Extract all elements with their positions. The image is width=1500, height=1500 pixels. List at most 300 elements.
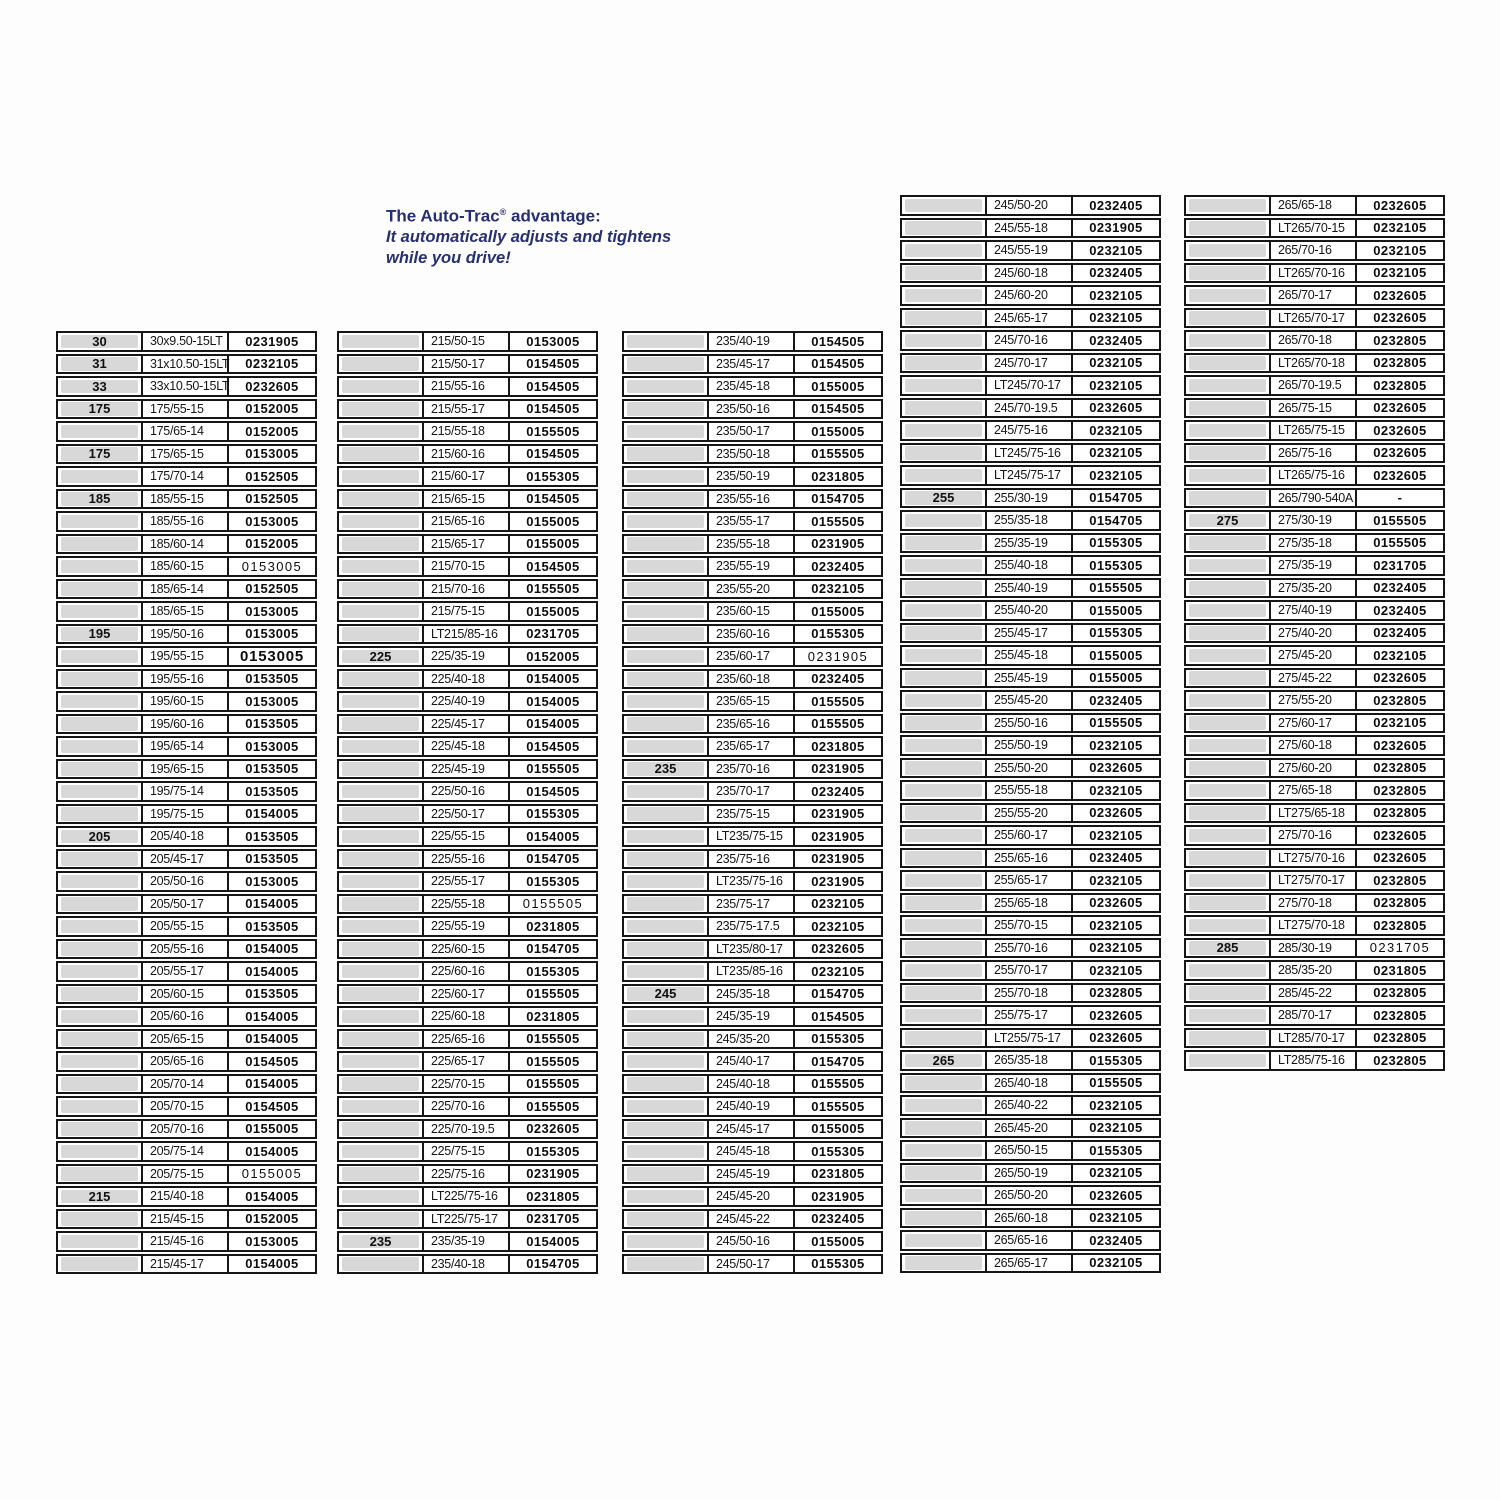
size-group-empty: [627, 425, 704, 439]
part-number-cell: 0232805: [1089, 985, 1143, 1001]
part-number-cell: 0153005: [245, 693, 299, 709]
part-number-cell: 0154005: [526, 671, 580, 687]
tire-size-cell: 265/70-19.5: [1271, 377, 1357, 394]
table-row: [337, 1231, 598, 1252]
table-row: [900, 1095, 1161, 1116]
size-group-cell: [624, 1211, 709, 1228]
tire-size-cell: 225/75-16: [424, 1166, 510, 1183]
table-row: [900, 735, 1161, 756]
size-group-cell: [58, 333, 143, 350]
size-group-cell: [624, 761, 709, 778]
table-row: [56, 984, 317, 1005]
size-group-cell: [902, 1075, 987, 1092]
size-group-empty: [342, 402, 419, 416]
size-group-cell: [1186, 1052, 1271, 1069]
tire-size-table-3: [622, 331, 883, 1276]
table-row: [1184, 735, 1445, 756]
size-group-empty: [61, 537, 138, 551]
size-group-empty: [1189, 221, 1266, 235]
table-row: [337, 399, 598, 420]
tire-size-cell: 235/40-19: [709, 333, 795, 350]
size-group-empty: [342, 1010, 419, 1024]
table-row: [622, 1209, 883, 1230]
table-row: [56, 331, 317, 352]
tire-size-cell: 225/40-19: [424, 693, 510, 710]
table-row: [622, 804, 883, 825]
part-number-cell: 0232105: [811, 896, 865, 912]
part-number-cell: 0231805: [526, 1008, 580, 1024]
part-number-cell: 0155305: [811, 1143, 865, 1159]
part-number-cell: 0154005: [526, 693, 580, 709]
table-row: [1184, 870, 1445, 891]
table-row: [1184, 645, 1445, 666]
size-group-empty: [61, 1167, 138, 1181]
part-number-cell: 0232105: [1089, 1120, 1143, 1136]
size-group-cell: [58, 1211, 143, 1228]
tire-size-cell: 225/55-15: [424, 828, 510, 845]
tire-size-cell: 235/45-18: [709, 378, 795, 395]
tire-size-cell: 275/45-20: [1271, 647, 1357, 664]
table-row: [622, 489, 883, 510]
part-number-cell: 0232105: [1089, 827, 1143, 843]
tire-size-cell: 255/35-19: [987, 535, 1073, 552]
size-group-empty: [905, 221, 982, 235]
size-group-cell: [1186, 197, 1271, 214]
size-group-empty: [627, 717, 704, 731]
size-group-empty: [627, 1257, 704, 1271]
table-row: [900, 218, 1161, 239]
tire-size-cell: 245/50-16: [709, 1233, 795, 1250]
size-group-cell: [58, 581, 143, 598]
part-number-cell: 0155505: [1089, 1075, 1143, 1091]
tire-size-cell: 215/40-18: [143, 1188, 229, 1205]
size-group-empty: [342, 852, 419, 866]
table-row: [337, 1164, 598, 1185]
size-group-cell: [58, 423, 143, 440]
size-group-empty: [627, 1077, 704, 1091]
part-number-cell: 0232805: [1373, 895, 1427, 911]
table-row: [1184, 1005, 1445, 1026]
size-group-empty: [342, 807, 419, 821]
table-row: [337, 354, 598, 375]
size-group-cell: [624, 603, 709, 620]
size-group-cell: [902, 940, 987, 957]
table-row: [56, 511, 317, 532]
size-group-empty: [342, 515, 419, 529]
tire-size-cell: LT235/75-16: [709, 873, 795, 890]
size-group-cell: [624, 828, 709, 845]
tire-size-cell: 225/55-19: [424, 918, 510, 935]
tire-size-cell: LT265/70-18: [1271, 355, 1357, 372]
size-group-empty: [1189, 356, 1266, 370]
tire-size-cell: 245/35-18: [709, 986, 795, 1003]
size-group-cell: [902, 400, 987, 417]
part-number-cell: 0153505: [245, 986, 299, 1002]
tire-size-cell: 255/45-18: [987, 647, 1073, 664]
table-row: [900, 1230, 1161, 1251]
size-group-cell: [339, 423, 424, 440]
part-number-cell: 0232105: [811, 581, 865, 597]
part-number-cell: 0153005: [245, 513, 299, 529]
part-number-cell: 0155305: [811, 626, 865, 642]
tire-size-cell: 265/40-18: [987, 1075, 1073, 1092]
tire-size-cell: 225/75-15: [424, 1143, 510, 1160]
part-number-cell: 0232605: [1373, 827, 1427, 843]
table-row: [56, 646, 317, 667]
size-group-empty: [1189, 649, 1266, 663]
size-group-empty: [61, 650, 138, 664]
size-group-label: 215: [61, 1190, 138, 1204]
size-group-empty: [61, 987, 138, 1001]
tire-size-cell: 215/45-16: [143, 1233, 229, 1250]
table-row: [1184, 330, 1445, 351]
size-group-label: 255: [905, 491, 982, 505]
table-row: [622, 691, 883, 712]
size-group-empty: [61, 1032, 138, 1046]
tire-size-cell: 225/70-15: [424, 1076, 510, 1093]
size-group-empty: [627, 560, 704, 574]
tire-size-cell: 265/75-16: [1271, 445, 1357, 462]
tire-size-cell: 195/50-16: [143, 626, 229, 643]
part-number-cell: 0154005: [245, 1143, 299, 1159]
part-number-cell: 0232105: [1089, 782, 1143, 798]
size-group-cell: [339, 603, 424, 620]
part-number-cell: 0155505: [526, 1076, 580, 1092]
size-group-empty: [627, 807, 704, 821]
table-row: [900, 780, 1161, 801]
size-group-empty: [342, 447, 419, 461]
tire-size-cell: LT225/75-16: [424, 1188, 510, 1205]
size-group-empty: [1189, 896, 1266, 910]
size-group-cell: [624, 446, 709, 463]
part-number-cell: 0232605: [1373, 287, 1427, 303]
size-group-empty: [1189, 424, 1266, 438]
size-group-cell: [1186, 220, 1271, 237]
table-row: [56, 1209, 317, 1230]
part-number-cell: 0153005: [245, 873, 299, 889]
table-row: [622, 871, 883, 892]
tire-size-cell: 185/65-15: [143, 603, 229, 620]
part-number-cell: -: [1397, 490, 1403, 506]
size-group-empty: [342, 920, 419, 934]
part-number-cell: 0155505: [526, 1031, 580, 1047]
size-group-cell: [339, 941, 424, 958]
table-row: [622, 1006, 883, 1027]
tire-size-cell: 235/55-16: [709, 491, 795, 508]
size-group-empty: [1189, 334, 1266, 348]
tire-size-cell: 215/45-15: [143, 1211, 229, 1228]
table-row: [1184, 623, 1445, 644]
part-number-cell: 0154005: [245, 896, 299, 912]
size-group-empty: [1189, 964, 1266, 978]
size-group-empty: [627, 1032, 704, 1046]
tire-size-cell: 235/75-17.5: [709, 918, 795, 935]
size-group-empty: [905, 379, 982, 393]
size-group-cell: [1186, 692, 1271, 709]
table-row: [337, 1141, 598, 1162]
size-group-empty: [61, 425, 138, 439]
table-row: [1184, 668, 1445, 689]
size-group-cell: [58, 693, 143, 710]
size-group-empty: [342, 492, 419, 506]
part-number-cell: 0232105: [1373, 715, 1427, 731]
size-group-cell: [339, 918, 424, 935]
size-group-empty: [905, 289, 982, 303]
tire-size-cell: 265/70-16: [1271, 242, 1357, 259]
size-group-cell: [58, 468, 143, 485]
tire-size-cell: 235/50-19: [709, 468, 795, 485]
table-row: [56, 376, 317, 397]
part-number-cell: 0154005: [245, 1031, 299, 1047]
tire-size-cell: LT275/70-17: [1271, 872, 1357, 889]
size-group-cell: [902, 287, 987, 304]
tire-size-cell: 255/65-18: [987, 895, 1073, 912]
size-group-cell: [624, 1143, 709, 1160]
size-group-cell: [902, 1210, 987, 1227]
part-number-cell: 0155005: [526, 536, 580, 552]
tire-size-cell: 205/55-17: [143, 963, 229, 980]
part-number-cell: 0232105: [1089, 940, 1143, 956]
tire-size-cell: 235/60-15: [709, 603, 795, 620]
size-group-cell: [339, 626, 424, 643]
tire-size-cell: LT245/75-16: [987, 445, 1073, 462]
tire-size-cell: 195/60-15: [143, 693, 229, 710]
size-group-empty: [1189, 491, 1266, 505]
tire-size-cell: 245/60-18: [987, 265, 1073, 282]
part-number-cell: 0152005: [245, 1211, 299, 1227]
size-group-empty: [61, 515, 138, 529]
size-group-cell: [1186, 760, 1271, 777]
size-group-cell: [58, 851, 143, 868]
tire-size-cell: 235/65-16: [709, 716, 795, 733]
part-number-cell: 0232405: [811, 1211, 865, 1227]
part-number-cell: 0155305: [1089, 625, 1143, 641]
size-group-cell: [902, 422, 987, 439]
table-row: [337, 1051, 598, 1072]
tire-size-cell: 215/55-18: [424, 423, 510, 440]
part-number-cell: 0155305: [811, 1031, 865, 1047]
size-group-cell: [624, 1098, 709, 1115]
size-group-empty: [905, 199, 982, 213]
tire-size-cell: 205/70-16: [143, 1121, 229, 1138]
tire-size-cell: 275/55-20: [1271, 692, 1357, 709]
table-row: [900, 1005, 1161, 1026]
tire-size-cell: 245/35-19: [709, 1008, 795, 1025]
tire-size-cell: LT275/65-18: [1271, 805, 1357, 822]
table-row: [56, 489, 317, 510]
size-group-empty: [342, 380, 419, 394]
part-number-cell: 0231905: [811, 828, 865, 844]
table-row: [56, 601, 317, 622]
size-group-empty: [342, 987, 419, 1001]
table-row: [56, 1119, 317, 1140]
tire-size-cell: 275/60-20: [1271, 760, 1357, 777]
size-group-cell: [1186, 805, 1271, 822]
table-row: [622, 1096, 883, 1117]
size-group-cell: [58, 1098, 143, 1115]
tire-size-cell: 225/35-19: [424, 648, 510, 665]
size-group-cell: [902, 1097, 987, 1114]
size-group-empty: [627, 380, 704, 394]
part-number-cell: 0154505: [245, 1053, 299, 1069]
tire-size-cell: 30x9.50-15LT: [143, 333, 229, 350]
size-group-empty: [61, 582, 138, 596]
size-group-empty: [342, 717, 419, 731]
part-number-cell: 0232805: [1373, 917, 1427, 933]
table-row: [900, 960, 1161, 981]
size-group-cell: [1186, 895, 1271, 912]
size-group-empty: [627, 335, 704, 349]
size-group-cell: [339, 1098, 424, 1115]
table-row: [900, 870, 1161, 891]
tire-size-cell: 265/40-22: [987, 1097, 1073, 1114]
size-group-empty: [342, 1055, 419, 1069]
size-group-empty: [342, 560, 419, 574]
size-group-empty: [627, 1190, 704, 1204]
part-number-cell: 0155005: [1089, 670, 1143, 686]
table-row: [622, 534, 883, 555]
table-row: [56, 961, 317, 982]
part-number-cell: 0153505: [245, 783, 299, 799]
table-row: [622, 849, 883, 870]
table-row: [337, 826, 598, 847]
tire-size-cell: 245/45-18: [709, 1143, 795, 1160]
table-row: [337, 1186, 598, 1207]
size-group-empty: [342, 897, 419, 911]
part-number-cell: 0155505: [811, 1076, 865, 1092]
size-group-cell: [624, 513, 709, 530]
tire-size-cell: 255/70-18: [987, 985, 1073, 1002]
tire-size-cell: 255/70-15: [987, 917, 1073, 934]
tire-size-cell: 265/45-20: [987, 1120, 1073, 1137]
part-number-cell: 0154505: [526, 783, 580, 799]
size-group-cell: [1186, 445, 1271, 462]
size-group-cell: [58, 626, 143, 643]
size-group-cell: [339, 963, 424, 980]
part-number-cell: 0232105: [1089, 737, 1143, 753]
tire-size-cell: 265/70-18: [1271, 332, 1357, 349]
size-group-cell: [902, 872, 987, 889]
part-number-cell: 0154705: [811, 491, 865, 507]
size-group-empty: [905, 311, 982, 325]
table-row: [622, 1074, 883, 1095]
size-group-cell: [58, 378, 143, 395]
size-group-empty: [1189, 581, 1266, 595]
size-group-empty: [61, 875, 138, 889]
tire-size-cell: 185/65-14: [143, 581, 229, 598]
tire-size-cell: 245/50-20: [987, 197, 1073, 214]
table-row: [56, 849, 317, 870]
tire-size-cell: 215/70-16: [424, 581, 510, 598]
table-row: [622, 376, 883, 397]
part-number-cell: 0231905: [811, 806, 865, 822]
tire-size-cell: 225/60-17: [424, 986, 510, 1003]
part-number-cell: 0232405: [1089, 197, 1143, 213]
size-group-empty: [61, 1212, 138, 1226]
size-group-empty: [627, 875, 704, 889]
table-row: [900, 1073, 1161, 1094]
table-row: [900, 420, 1161, 441]
tire-size-cell: 255/65-17: [987, 872, 1073, 889]
table-row: [900, 443, 1161, 464]
table-row: [622, 579, 883, 600]
tire-size-cell: 275/70-16: [1271, 827, 1357, 844]
table-row: [337, 1119, 598, 1140]
tire-size-cell: 215/60-17: [424, 468, 510, 485]
size-group-empty: [1189, 874, 1266, 888]
size-group-cell: [339, 851, 424, 868]
part-number-cell: 0232605: [1089, 805, 1143, 821]
size-group-cell: [902, 490, 987, 507]
size-group-cell: [624, 873, 709, 890]
part-number-cell: 0155505: [1089, 715, 1143, 731]
size-group-empty: [1189, 986, 1266, 1000]
table-row: [1184, 420, 1445, 441]
table-row: [900, 645, 1161, 666]
size-group-cell: [339, 896, 424, 913]
table-row: [56, 894, 317, 915]
size-group-cell: [624, 806, 709, 823]
tire-size-cell: 185/55-15: [143, 491, 229, 508]
size-group-empty: [905, 536, 982, 550]
tire-size-cell: 235/35-19: [424, 1233, 510, 1250]
part-number-cell: 0231705: [526, 1211, 580, 1227]
part-number-cell: 0232605: [1373, 670, 1427, 686]
part-number-cell: 0154705: [811, 986, 865, 1002]
tire-size-cell: 255/50-16: [987, 715, 1073, 732]
size-group-empty: [1189, 401, 1266, 415]
size-group-cell: [339, 1121, 424, 1138]
tire-size-cell: 225/55-18: [424, 896, 510, 913]
table-row: [337, 511, 598, 532]
size-group-empty: [1189, 311, 1266, 325]
tire-size-cell: 235/70-16: [709, 761, 795, 778]
part-number-cell: 0152505: [245, 581, 299, 597]
tire-size-cell: 255/40-19: [987, 580, 1073, 597]
table-row: [337, 1006, 598, 1027]
tire-size-cell: 265/50-15: [987, 1142, 1073, 1159]
table-row: [1184, 443, 1445, 464]
size-group-cell: [902, 1255, 987, 1272]
part-number-cell: 0231905: [807, 648, 869, 664]
size-group-cell: [624, 716, 709, 733]
table-row: [622, 331, 883, 352]
size-group-cell: [624, 423, 709, 440]
tire-size-cell: 225/70-19.5: [424, 1121, 510, 1138]
tire-size-cell: 255/45-19: [987, 670, 1073, 687]
size-group-cell: [902, 445, 987, 462]
size-group-cell: [339, 738, 424, 755]
size-group-cell: [624, 378, 709, 395]
size-group-cell: [624, 1188, 709, 1205]
part-number-cell: 0232405: [1089, 692, 1143, 708]
part-number-cell: 0232105: [1089, 1255, 1143, 1271]
tire-size-cell: 215/70-15: [424, 558, 510, 575]
size-group-cell: [58, 918, 143, 935]
size-group-cell: [902, 895, 987, 912]
part-number-cell: 0232605: [1373, 467, 1427, 483]
size-group-cell: [339, 1143, 424, 1160]
table-row: [337, 894, 598, 915]
size-group-cell: [339, 761, 424, 778]
table-row: [900, 308, 1161, 329]
size-group-cell: [902, 197, 987, 214]
size-group-cell: [1186, 355, 1271, 372]
size-group-cell: [339, 1256, 424, 1273]
size-group-cell: [339, 1233, 424, 1250]
tire-size-cell: 195/65-14: [143, 738, 229, 755]
size-group-cell: [624, 468, 709, 485]
